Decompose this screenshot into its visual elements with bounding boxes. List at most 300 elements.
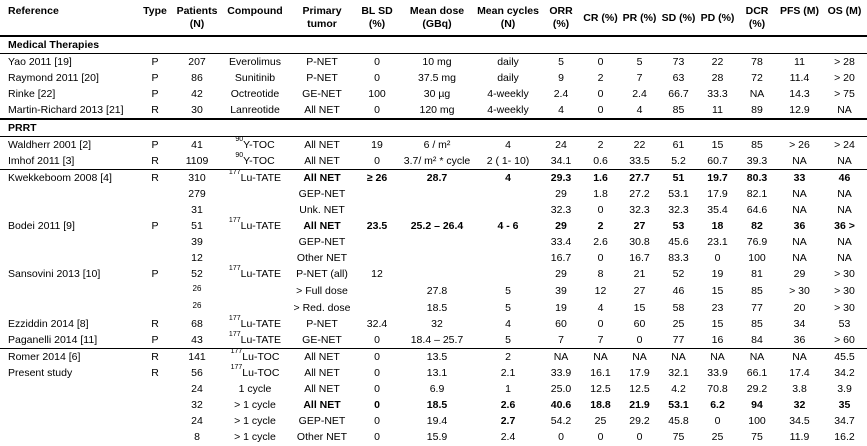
cell-compound (221, 70, 289, 86)
cell-orr: 32.3 (550, 204, 572, 216)
table-row (0, 413, 867, 429)
cell-pr: 29.2 (629, 415, 650, 427)
cell-bl_sd: 0 (374, 383, 380, 395)
cell-mean_cycles: 4-weekly (487, 88, 529, 100)
cell-primary_tumor: P-NET (306, 56, 338, 68)
cell-cr: 0 (597, 318, 604, 330)
patients-count-small: 26 (192, 301, 202, 310)
cell-mean_dose (399, 234, 475, 250)
cell-pr: 21 (633, 268, 646, 280)
cell-pd: 23.1 (707, 236, 728, 248)
cell-sd: 45.6 (668, 236, 689, 248)
cell-pd: 60.7 (707, 155, 728, 167)
cell-reference (0, 202, 137, 218)
table-row (0, 102, 867, 119)
column-header-mean_dose (399, 2, 475, 36)
cell-primary_tumor: GEP-NET (298, 236, 346, 248)
cell-sd: 77 (672, 334, 685, 346)
cell-cr: 12 (594, 284, 607, 297)
cell-pd: 25 (711, 431, 724, 443)
cell-pfs: > 26 (789, 139, 810, 151)
cell-primary_tumor: All NET (303, 399, 341, 411)
table-row (0, 86, 867, 102)
compound-label: Lu-TATE (240, 268, 282, 280)
cell-primary_tumor: P-NET (all) (296, 268, 348, 280)
compound-label: Lu-TOC (242, 351, 280, 363)
cell-compound (221, 86, 289, 102)
table-row (0, 153, 867, 170)
cell-pr: 2.4 (632, 88, 647, 100)
table-row (0, 316, 867, 332)
cell-compound (221, 102, 289, 119)
cell-pd: 15 (711, 139, 724, 151)
column-header-os (822, 2, 867, 36)
compound-label: Lu-TATE (240, 220, 282, 232)
cell-bl_sd: 0 (374, 334, 380, 346)
compound-label: 1 cycle (238, 383, 272, 395)
cell-reference: Ezziddin 2014 [8] (8, 318, 89, 330)
compound-label: Octreotide (230, 88, 280, 100)
cell-mean_cycles (475, 250, 541, 266)
table-row (0, 250, 867, 266)
cell-type (137, 299, 173, 316)
cell-cr: 0 (597, 56, 604, 68)
cell-type (137, 413, 173, 429)
cell-dcr: 82.1 (746, 188, 768, 200)
cell-orr: 34.1 (550, 155, 572, 167)
cell-pfs: 34.5 (789, 415, 810, 427)
cell-primary_tumor: All NET (304, 155, 340, 167)
cell-pfs: 36 (793, 334, 806, 346)
cell-primary_tumor: > Full dose (296, 284, 348, 297)
column-header-line1: Mean cycles (477, 5, 539, 17)
cell-pfs: 11.9 (789, 431, 810, 443)
column-header-sd (659, 2, 698, 36)
cell-mean_cycles: 4 - 6 (497, 220, 519, 232)
cell-type: R (151, 172, 159, 184)
cell-mean_dose: 28.7 (426, 172, 448, 184)
cell-mean_dose (399, 186, 475, 202)
cell-sd: 83.3 (668, 252, 689, 264)
cell-patients: 1109 (185, 155, 209, 167)
cell-orr: 19 (555, 301, 567, 314)
cell-sd: 51 (672, 172, 685, 184)
cell-primary_tumor: P-NET (306, 72, 338, 84)
column-header-line1: Mean dose (409, 5, 465, 17)
cell-os: 46 (838, 172, 851, 184)
cell-dcr: 94 (751, 399, 763, 411)
cell-orr: 29.3 (550, 172, 572, 184)
cell-pfs: 11.4 (789, 72, 810, 84)
cell-sd: 73 (672, 56, 685, 68)
cell-patients: 207 (188, 56, 206, 68)
cell-cr: 0 (597, 204, 604, 216)
cell-reference (0, 429, 137, 445)
cell-sd: 61 (672, 139, 685, 151)
isotope-mass-superscript: 90 (235, 151, 244, 159)
cell-reference (0, 299, 137, 316)
cell-os: NA (837, 104, 852, 116)
cell-patients: 12 (191, 252, 203, 264)
cell-orr: 2.4 (553, 88, 569, 100)
cell-mean_cycles: 1 (505, 383, 511, 395)
cell-compound (221, 381, 289, 397)
cell-pr: 30.8 (629, 236, 650, 248)
cell-patients: 51 (191, 220, 203, 232)
cell-compound (221, 266, 289, 282)
table-row (0, 186, 867, 202)
cell-pr: 5 (636, 56, 643, 68)
cell-pr: 27 (633, 284, 646, 297)
cell-pfs: > 30 (789, 284, 810, 297)
cell-compound (221, 365, 289, 381)
cell-pd: 35.4 (707, 204, 728, 216)
cell-orr: 54.2 (550, 415, 572, 427)
cell-primary_tumor: GE-NET (302, 88, 342, 100)
cell-pr: 32.3 (629, 204, 650, 216)
cell-orr: 24 (555, 139, 567, 151)
cell-compound (221, 153, 289, 170)
cell-pr: 27.7 (629, 172, 650, 184)
cell-mean_cycles: 4-weekly (487, 104, 529, 116)
cell-pd: 0 (714, 252, 721, 264)
column-header-line1: CR (%) (583, 11, 618, 24)
cell-primary_tumor: Other NET (296, 431, 348, 443)
cell-cr: 7 (597, 334, 604, 346)
cell-dcr: NA (749, 351, 765, 363)
cell-pd: 15 (711, 318, 724, 330)
cell-cr: 0.6 (593, 155, 608, 167)
cell-sd: 5.2 (671, 155, 686, 167)
cell-pr: 15 (633, 301, 646, 314)
cell-os: > 30 (834, 268, 855, 280)
cell-pfs: 11 (794, 56, 805, 68)
cell-compound (221, 299, 289, 316)
cell-mean_cycles (475, 234, 541, 250)
cell-sd: 66.7 (668, 88, 689, 100)
cell-type (137, 282, 173, 299)
cell-dcr: 100 (748, 415, 766, 427)
cell-mean_dose: 13.1 (426, 367, 448, 379)
cell-pd: 6.2 (710, 399, 725, 411)
cell-compound (221, 218, 289, 234)
cell-patients (173, 282, 221, 299)
column-header-line1: Reference (8, 5, 59, 17)
cell-pfs: 34 (793, 318, 806, 330)
cell-reference: Imhof 2011 [3] (8, 155, 75, 167)
cell-sd: 53.1 (668, 188, 689, 200)
cell-os: 34.7 (834, 415, 855, 427)
cell-compound (221, 413, 289, 429)
cell-pfs: NA (792, 252, 807, 264)
cell-type: P (151, 268, 159, 280)
cell-type (137, 202, 173, 218)
cell-mean_dose: 30 µg (423, 88, 451, 100)
compound-label: Lu-TATE (240, 318, 282, 330)
cell-dcr: 72 (751, 72, 763, 84)
cell-pr: 16.7 (629, 252, 650, 264)
column-header-pd (698, 2, 737, 36)
table-row (0, 429, 867, 445)
cell-orr: 39 (555, 284, 567, 297)
table-row (0, 282, 867, 299)
cell-reference: Bodei 2011 [9] (8, 220, 75, 232)
column-header-line2: (N) (189, 18, 205, 30)
cell-type: P (151, 334, 159, 346)
compound-label: Y-TOC (243, 155, 275, 167)
cell-sd: 4.2 (671, 383, 686, 395)
cell-dcr: 89 (751, 104, 763, 116)
cell-bl_sd: 0 (374, 72, 380, 84)
section-row (0, 36, 867, 54)
compound-label: Lanreotide (230, 104, 280, 116)
cell-dcr: 80.3 (746, 172, 768, 184)
cell-type (137, 186, 173, 202)
column-header-pfs (777, 2, 822, 36)
compound-label: Lu-TATE (240, 334, 282, 346)
table-row (0, 218, 867, 234)
cell-orr: 33.4 (550, 236, 572, 248)
cell-mean_dose: 25.2 – 26.4 (410, 220, 464, 232)
cell-reference (0, 413, 137, 429)
cell-os: NA (837, 204, 852, 216)
cell-orr: 16.7 (550, 252, 572, 264)
cell-cr: 0 (597, 88, 604, 100)
cell-type: P (151, 220, 159, 232)
cell-dcr: 76.9 (746, 236, 768, 248)
cell-mean_cycles: 4 (505, 172, 511, 184)
table-row (0, 365, 867, 381)
cell-pr: 27 (633, 220, 646, 232)
cell-sd: 58 (672, 301, 685, 314)
cell-compound (221, 250, 289, 266)
isotope-mass-superscript: 177 (230, 363, 243, 371)
cell-pfs: 36 (793, 220, 806, 232)
cell-patients: 42 (191, 88, 203, 100)
cell-mean_cycles (475, 202, 541, 218)
cell-reference (0, 186, 137, 202)
cell-os: NA (837, 236, 852, 248)
table-row (0, 332, 867, 349)
cell-reference (0, 250, 137, 266)
cell-orr: 5 (558, 56, 564, 68)
column-header-line1: Type (143, 5, 167, 17)
cell-cr: NA (593, 351, 608, 363)
cell-pd: 17.9 (707, 188, 728, 200)
cell-type (137, 429, 173, 445)
cell-bl_sd (355, 202, 399, 218)
cell-cr: 1.8 (593, 188, 608, 200)
cell-mean_dose (399, 250, 475, 266)
cell-compound (221, 170, 289, 187)
cell-sd: 32.1 (668, 367, 689, 379)
cell-dcr: 85 (751, 318, 763, 330)
cell-bl_sd: 0 (374, 56, 380, 68)
cell-bl_sd: 12 (371, 268, 383, 280)
cell-dcr: 84 (751, 334, 763, 346)
cell-bl_sd: 0 (374, 104, 380, 116)
cell-sd: 53.1 (668, 399, 689, 411)
cell-pfs: 12.9 (789, 104, 810, 116)
compound-label: Y-TOC (243, 139, 275, 151)
cell-dcr: 78 (751, 56, 763, 68)
isotope-mass-superscript: 90 (235, 135, 244, 143)
cell-type (137, 381, 173, 397)
cell-reference: Paganelli 2014 [11] (8, 334, 98, 346)
cell-compound (221, 332, 289, 349)
cell-orr: 29 (555, 220, 567, 232)
cell-mean_cycles: 2.4 (500, 431, 516, 443)
cell-reference: Waldherr 2001 [2] (8, 139, 92, 151)
cell-dcr: 29.2 (746, 383, 768, 395)
cell-pr: 7 (636, 72, 643, 84)
cell-pfs: 14.3 (789, 88, 810, 100)
cell-compound (221, 186, 289, 202)
cell-patients: 32 (191, 399, 203, 411)
table-row (0, 170, 867, 187)
cell-mean_dose: 37.5 mg (418, 72, 456, 84)
cell-mean_dose: 18.5 (426, 301, 448, 314)
column-header-dcr (737, 2, 777, 36)
cell-type: P (151, 56, 159, 68)
cell-pr: 33.5 (629, 155, 650, 167)
cell-mean_cycles (475, 266, 541, 282)
cell-dcr: 39.3 (746, 155, 768, 167)
cell-pd: 18 (711, 220, 724, 232)
cell-os: 36 > (834, 220, 855, 232)
table-row (0, 70, 867, 86)
cell-os: 3.9 (837, 383, 852, 395)
cell-compound (221, 316, 289, 332)
cell-pd: NA (710, 351, 725, 363)
column-header-line2: (%) (368, 18, 386, 30)
cell-dcr: 77 (751, 301, 763, 314)
isotope-mass-superscript: 177 (228, 216, 241, 224)
cell-compound (221, 54, 289, 71)
cell-primary_tumor: All NET (304, 139, 340, 151)
cell-patients: 279 (188, 188, 206, 200)
patients-count-small: 26 (192, 284, 202, 293)
cell-bl_sd: 19 (371, 139, 383, 151)
cell-pr: NA (632, 351, 647, 363)
table-row (0, 202, 867, 218)
cell-bl_sd (355, 186, 399, 202)
cell-mean_dose: 18.5 (426, 399, 448, 411)
cell-pfs: NA (792, 188, 807, 200)
compound-label: Lu-TOC (242, 367, 280, 379)
cell-pfs: 20 (793, 301, 806, 314)
cell-bl_sd: 100 (368, 88, 386, 100)
cell-dcr: 75 (751, 431, 763, 443)
cell-pd: 19.7 (707, 172, 728, 184)
cell-bl_sd: 0 (374, 155, 380, 167)
cell-os: > 30 (834, 301, 855, 314)
cell-bl_sd (355, 234, 399, 250)
cell-pd: 33.9 (707, 367, 728, 379)
cell-dcr: 100 (748, 252, 766, 264)
cell-pd: 19 (711, 268, 724, 280)
cell-sd: 85 (672, 104, 685, 116)
cell-reference: Rinke [22] (8, 88, 56, 100)
cell-sd: 53 (672, 220, 685, 232)
cell-mean_cycles (475, 186, 541, 202)
isotope-mass-superscript: 177 (228, 314, 241, 322)
column-header-line1: PFS (M) (779, 5, 820, 17)
cell-orr: NA (553, 351, 569, 363)
cell-os: 53 (838, 318, 851, 330)
cell-os: 45.5 (834, 351, 855, 363)
cell-mean_cycles: 5 (505, 301, 511, 314)
cell-compound (221, 397, 289, 413)
cell-os: > 75 (834, 88, 855, 100)
cell-orr: 9 (558, 72, 564, 84)
cell-patients: 24 (191, 383, 203, 395)
cell-pfs: NA (792, 204, 807, 216)
cell-cr: 4 (597, 301, 604, 314)
cell-bl_sd: 0 (374, 399, 380, 411)
cell-reference: Kwekkeboom 2008 [4] (8, 172, 112, 184)
cell-sd: 45.8 (668, 415, 689, 427)
cell-dcr: NA (749, 88, 765, 100)
cell-mean_cycles: 2.7 (500, 415, 516, 427)
cell-pr: 0 (636, 431, 643, 443)
cell-dcr: 82 (751, 220, 763, 232)
cell-orr: 7 (558, 334, 564, 346)
cell-mean_cycles: 2 (505, 351, 511, 363)
cell-primary_tumor: Other NET (296, 252, 348, 264)
cell-reference: Present study (8, 367, 73, 379)
column-header-bl_sd (355, 2, 399, 36)
column-header-line1: OS (M) (827, 5, 862, 17)
cell-cr: 2 (597, 72, 604, 84)
isotope-mass-superscript: 177 (228, 330, 241, 338)
cell-sd: 25 (672, 318, 685, 330)
cell-type: R (151, 367, 159, 379)
cell-compound (221, 349, 289, 366)
cell-reference (0, 381, 137, 397)
section-row (0, 119, 867, 137)
cell-mean_cycles: 5 (505, 284, 511, 297)
cell-patients: 43 (191, 334, 203, 346)
cell-patients: 31 (191, 204, 203, 216)
table-row (0, 137, 867, 154)
cell-primary_tumor: All NET (304, 104, 340, 116)
cell-patients: 8 (194, 431, 200, 443)
column-header-line1: BL SD (361, 5, 393, 17)
cell-dcr: 64.6 (746, 204, 768, 216)
cell-pfs: 32 (793, 399, 806, 411)
cell-os: 16.2 (834, 431, 855, 443)
cell-type (137, 397, 173, 413)
cell-os: > 60 (834, 334, 855, 346)
cell-cr: 2 (597, 220, 604, 232)
cell-type: P (151, 72, 159, 84)
compound-label: > 1 cycle (234, 431, 276, 443)
cell-cr: 8 (597, 268, 604, 280)
cell-compound (221, 234, 289, 250)
cell-pd: 11 (712, 104, 723, 116)
cell-mean_dose (399, 202, 475, 218)
table-row (0, 234, 867, 250)
column-header-type (137, 2, 173, 36)
cell-mean_dose: 6 / m² (423, 139, 451, 151)
column-header-line2: (N) (500, 18, 516, 30)
cell-patients: 41 (191, 139, 203, 151)
cell-cr: 18.8 (590, 399, 611, 411)
column-header-primary_tumor (289, 2, 355, 36)
cell-patients: 141 (188, 351, 206, 363)
cell-mean_cycles: 2.1 (500, 367, 516, 379)
